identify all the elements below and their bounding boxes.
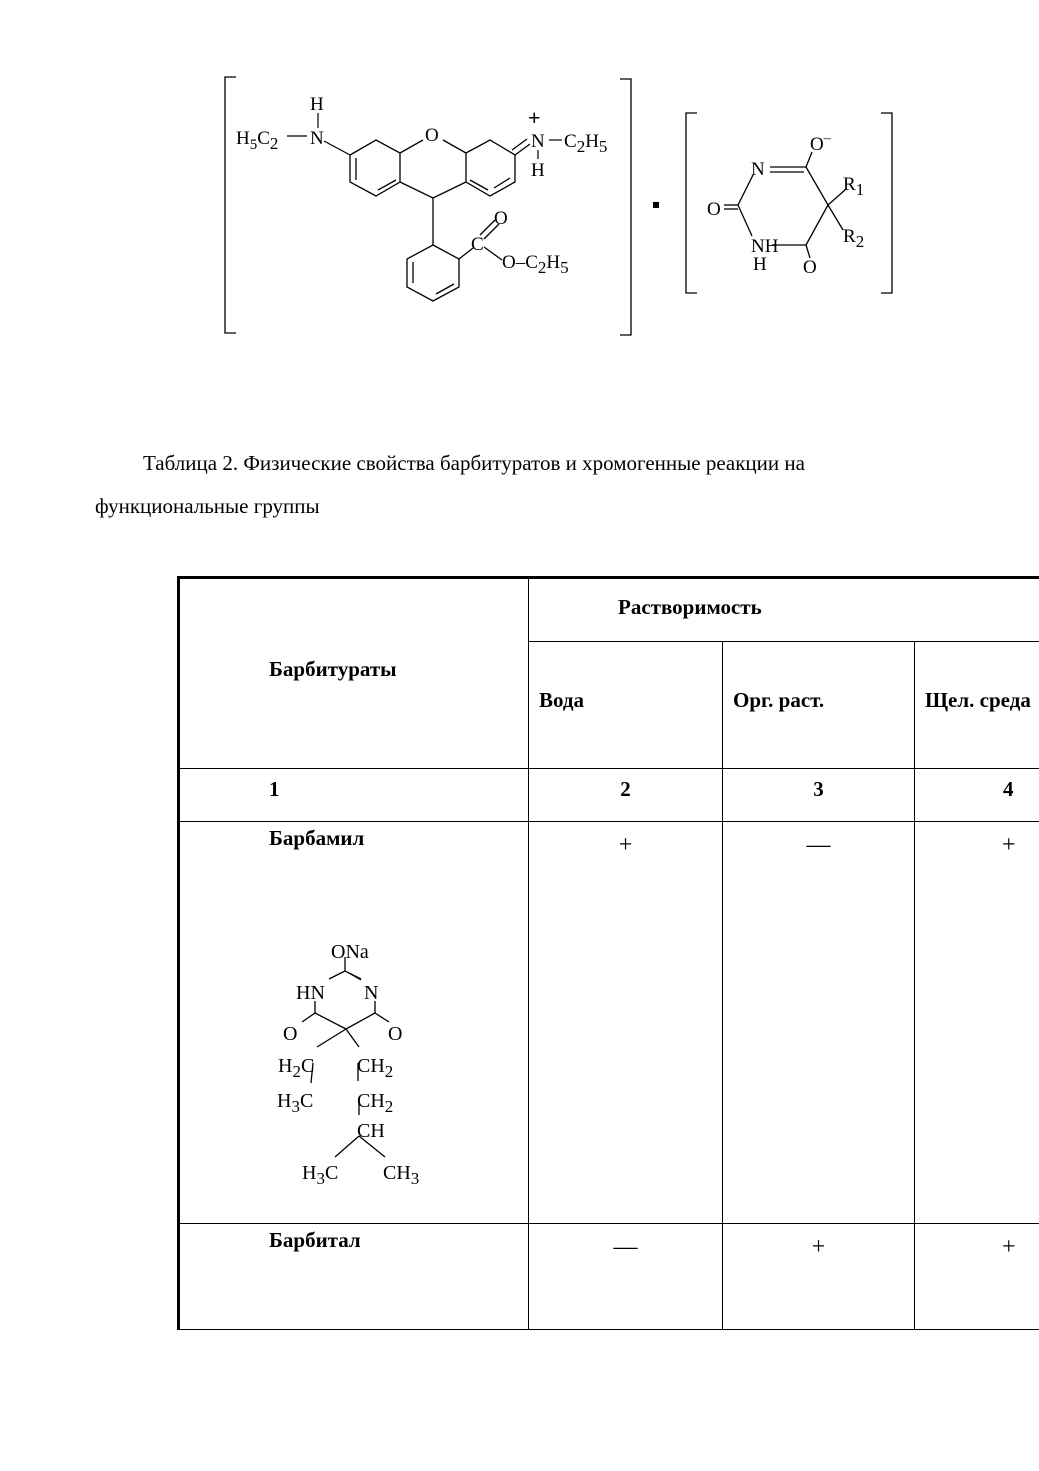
col-org-cell: [723, 642, 915, 769]
label-r2: R2: [843, 226, 865, 251]
label-h3c-a: $H_3C$: [277, 1090, 314, 1116]
label-n: N: [364, 982, 379, 1004]
label-ch2-a: $CH_2$: [357, 1055, 394, 1081]
table-caption-line2: функциональные группы: [95, 494, 320, 518]
label-ester-oc2h5: O–C2H5: [502, 252, 569, 277]
label-ester-o: O: [494, 208, 508, 229]
col-alk: Щел. среда: [925, 688, 1031, 712]
label-o-left: O: [283, 1023, 298, 1045]
rhodamine-barbiturate-complex-formula: [0, 0, 1039, 360]
header-barbiturates-cell: [179, 578, 529, 769]
label-n-right: N: [531, 131, 545, 152]
row-name-barbamyl: Барбамил: [269, 826, 365, 850]
label-ch3: $CH_3$: [383, 1162, 420, 1188]
label-n-left: N: [310, 128, 324, 149]
col-number-1: 1: [269, 777, 280, 801]
row-barbamyl-name-cell: [179, 822, 529, 1224]
label-h2c: $H_2C$: [278, 1055, 315, 1081]
barbiturates-properties-table: [177, 576, 1039, 1330]
label-r1: R1: [843, 174, 865, 199]
col-number-2: 2: [620, 777, 631, 801]
col-org: Орг. раст.: [733, 688, 825, 712]
header-barbiturates: Барбитураты: [269, 657, 397, 681]
row-name-barbital: Барбитал: [269, 1228, 361, 1252]
table-caption-line1: Таблица 2. Физические свойства барбитуратов и хромогенные реакции на: [143, 451, 805, 475]
bracket-right: [620, 79, 631, 335]
cell-barbamyl-alk: +: [1002, 832, 1016, 858]
table-row: [179, 822, 1039, 1224]
col-water-cell: [529, 642, 723, 769]
barbamyl-structural-formula: [265, 929, 465, 1199]
cell-barbital-alk: +: [1002, 1234, 1016, 1260]
label-plus: +: [528, 105, 541, 130]
col-number-3: 3: [813, 777, 824, 801]
label-h: H: [310, 94, 324, 115]
label-h3c-b: $H_3C$: [302, 1162, 339, 1188]
label-ch: CH: [357, 1120, 385, 1142]
label-ch2-b: $CH_2$: [357, 1090, 394, 1116]
label-salt-h: H: [753, 254, 767, 275]
label-hn: HN: [296, 982, 325, 1004]
label-salt-n: N: [751, 159, 765, 180]
label-o-right: O: [388, 1023, 403, 1045]
label-h-below: H: [531, 160, 545, 181]
barbiturate-ring: [724, 152, 845, 258]
col-number-4: 4: [1003, 777, 1014, 801]
cell-barbamyl-water: +: [618, 832, 633, 858]
bracket-right-small: [881, 113, 892, 293]
label-ona: ONa: [331, 941, 369, 963]
header-solubility-cell: [529, 578, 1039, 642]
bracket-left: [225, 77, 236, 333]
cell-barbital-org: +: [811, 1234, 826, 1260]
salt-dot: [653, 202, 659, 208]
label-o-minus: O–: [810, 131, 831, 155]
label-ester-c: C: [471, 234, 484, 255]
table-row: [179, 1224, 1039, 1330]
cell-barbital-water: —: [613, 1234, 638, 1260]
label-ring-o: O: [425, 125, 439, 146]
label-salt-o-left: O: [707, 199, 721, 220]
header-solubility: Растворимость: [618, 595, 762, 619]
col-alk-cell: [915, 642, 1039, 769]
label-h5c2: $H_5C2$: [236, 128, 279, 153]
label-salt-nh: NH: [751, 236, 779, 257]
col-water: Вода: [539, 688, 585, 712]
cell-barbamyl-org: —: [806, 832, 831, 858]
label-c2h5-right: C2H5: [564, 131, 608, 156]
bracket-left-small: [686, 113, 697, 293]
label-salt-o-bottom: O: [803, 257, 817, 278]
